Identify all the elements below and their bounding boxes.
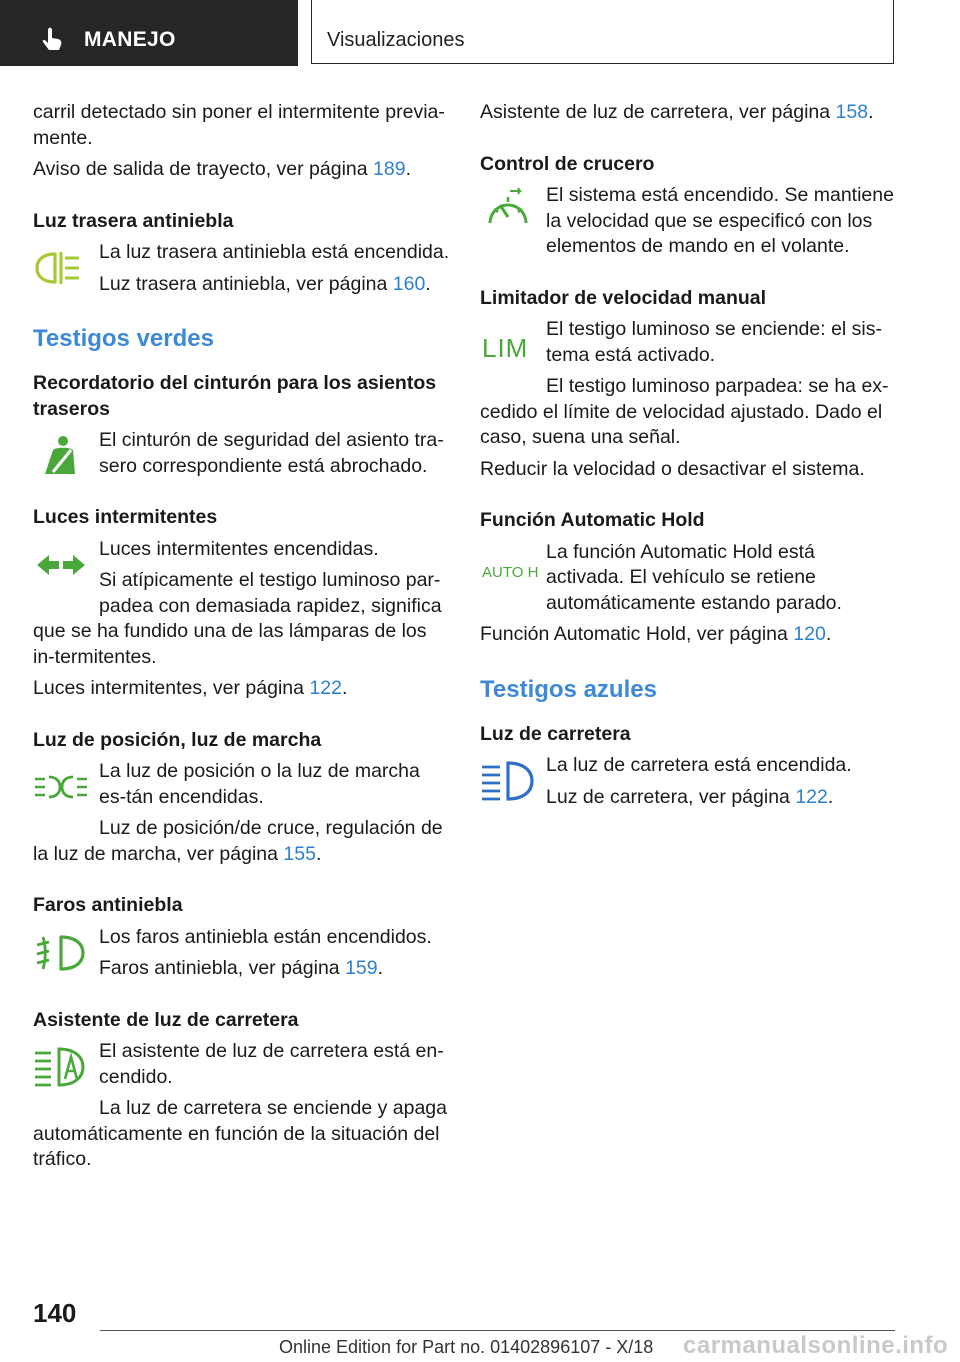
rear-fog-entry [33, 240, 451, 297]
autohold-heading: Función Automatic Hold [480, 509, 705, 531]
rear-fog-light-icon [33, 244, 89, 292]
page-link[interactable]: 159 [345, 957, 378, 979]
hazard-entry [33, 537, 451, 702]
intro-ref: Aviso de salida de trayecto, ver página 189. [33, 158, 411, 180]
auto-hold-icon-label: AUTO H [482, 563, 539, 581]
position-light-text-1: La luz de posición o la luz de marcha es-tán encendidas. [99, 760, 420, 808]
limiter-icon-label: LIM [482, 333, 529, 363]
fog-text: Los faros antiniebla están encendidos. [99, 925, 432, 948]
hazard-text-2: Si atípicamente el testigo luminoso par-padea con demasiada rapidez, significa [99, 569, 442, 617]
blue-lights-heading: Testigos azules [480, 675, 657, 703]
hazard-heading: Luces intermitentes [33, 506, 218, 528]
limiter-text-2: El testigo luminoso parpadea: se ha ex- [546, 375, 889, 397]
seatbelt-entry [33, 428, 451, 479]
hba-heading: Asistente de luz de carretera [33, 1008, 299, 1031]
highbeam-text: La luz de carretera está encendida. [546, 754, 852, 776]
fog-heading: Faros antiniebla [33, 894, 183, 916]
seatbelt-text: El cinturón de seguridad del asiento tra-sero correspondiente está abrochado. [99, 429, 444, 477]
hba-text-1: El asistente de luz de carretera está en-cendido. [99, 1040, 444, 1088]
highbeam-entry [480, 753, 898, 810]
header-section-title: MANEJO [84, 28, 176, 51]
limiter-entry [480, 317, 898, 482]
green-lights-heading: Testigos verdes [33, 325, 214, 352]
front-fog-light-icon [33, 929, 89, 977]
page-link[interactable]: 155 [283, 842, 316, 865]
rear-fog-ref: Luz trasera antiniebla, ver página 160. [99, 272, 431, 295]
speed-limiter-icon [480, 325, 536, 373]
hba-ref: Asistente de luz de carretera, ver página 158. [480, 101, 874, 123]
cruise-heading: Control de crucero [480, 152, 655, 175]
limiter-text-3: Reducir la velocidad o desactivar el sistema. [480, 457, 865, 480]
page-number: 140 [33, 1298, 77, 1328]
autohold-entry [480, 540, 898, 648]
turn-signal-arrows-icon [33, 541, 89, 589]
autohold-ref: Función Automatic Hold, ver página 120. [480, 623, 832, 645]
limiter-heading: Limitador de velocidad manual [480, 286, 767, 309]
position-light-icon [33, 763, 89, 811]
cruise-control-icon [480, 187, 536, 235]
high-beam-icon [480, 757, 536, 805]
autohold-text: La función Automatic Hold está activada. El vehículo se retiene automáticamente estando parado. [546, 540, 842, 614]
page-link[interactable]: 160 [392, 272, 426, 295]
fog-ref: Faros antiniebla, ver página 159. [99, 957, 384, 979]
header-chapter-title: Visualizaciones [327, 29, 465, 51]
footer-divider [100, 1330, 895, 1331]
auto-hold-icon [480, 552, 539, 600]
page-link[interactable]: 122 [309, 677, 342, 699]
fog-entry [33, 925, 451, 982]
hazard-ref: Luces intermitentes, ver página 122. [33, 677, 348, 699]
hazard-text-1: Luces intermitentes encendidas. [99, 537, 379, 560]
rear-fog-text: La luz trasera antiniebla está encendida. [99, 241, 450, 263]
hand-icon [40, 26, 64, 52]
footer-edition: Online Edition for Part no. 01402896107 - X/18 [279, 1337, 654, 1357]
highbeam-heading: Luz de carretera [480, 722, 631, 745]
limiter-text-1: El testigo luminoso se enciende: el sis-tema está activado. [546, 318, 883, 366]
header-section-tab [0, 0, 298, 66]
page-link[interactable]: 158 [835, 101, 869, 123]
hba-text-2: La luz de carretera se enciende y apaga [99, 1097, 447, 1119]
intro-text: carril detectado sin poner el intermitente previa-mente. [33, 101, 445, 149]
high-beam-assist-icon [33, 1043, 89, 1091]
hazard-text-2b: que se ha fundido una de las lámparas de los in-termitentes. [33, 620, 427, 668]
right-column [480, 100, 898, 816]
left-column [33, 100, 451, 1179]
position-light-heading: Luz de posición, luz de marcha [33, 728, 322, 751]
highbeam-ref: Luz de carretera, ver página 122. [546, 785, 834, 808]
header-chapter-box [311, 0, 894, 64]
cruise-text: El sistema está encendido. Se mantiene la velocidad que se especificó con los elementos de mando en el volante. [546, 184, 894, 257]
position-light-ref: la luz de marcha, ver página 155. [33, 842, 322, 865]
page-link[interactable]: 122 [795, 785, 828, 808]
page-link[interactable]: 189 [373, 158, 406, 180]
hba-entry [33, 1039, 451, 1173]
limiter-text-2b: cedido el límite de velocidad ajustado. Dado el caso, suena una señal. [480, 400, 883, 448]
position-light-entry [33, 759, 451, 867]
seatbelt-heading: Recordatorio del cinturón para los asientos traseros [33, 372, 437, 420]
cruise-entry [480, 183, 898, 260]
position-light-text-2: Luz de posición/de cruce, regulación de [99, 817, 443, 839]
seatbelt-icon [33, 432, 89, 480]
watermark-text: carmanualsonline.info [683, 1332, 949, 1359]
page-link[interactable]: 120 [793, 623, 826, 645]
rear-fog-heading: Luz trasera antiniebla [33, 209, 234, 232]
hba-text-2b: automáticamente en función de la situación del tráfico. [33, 1122, 440, 1170]
